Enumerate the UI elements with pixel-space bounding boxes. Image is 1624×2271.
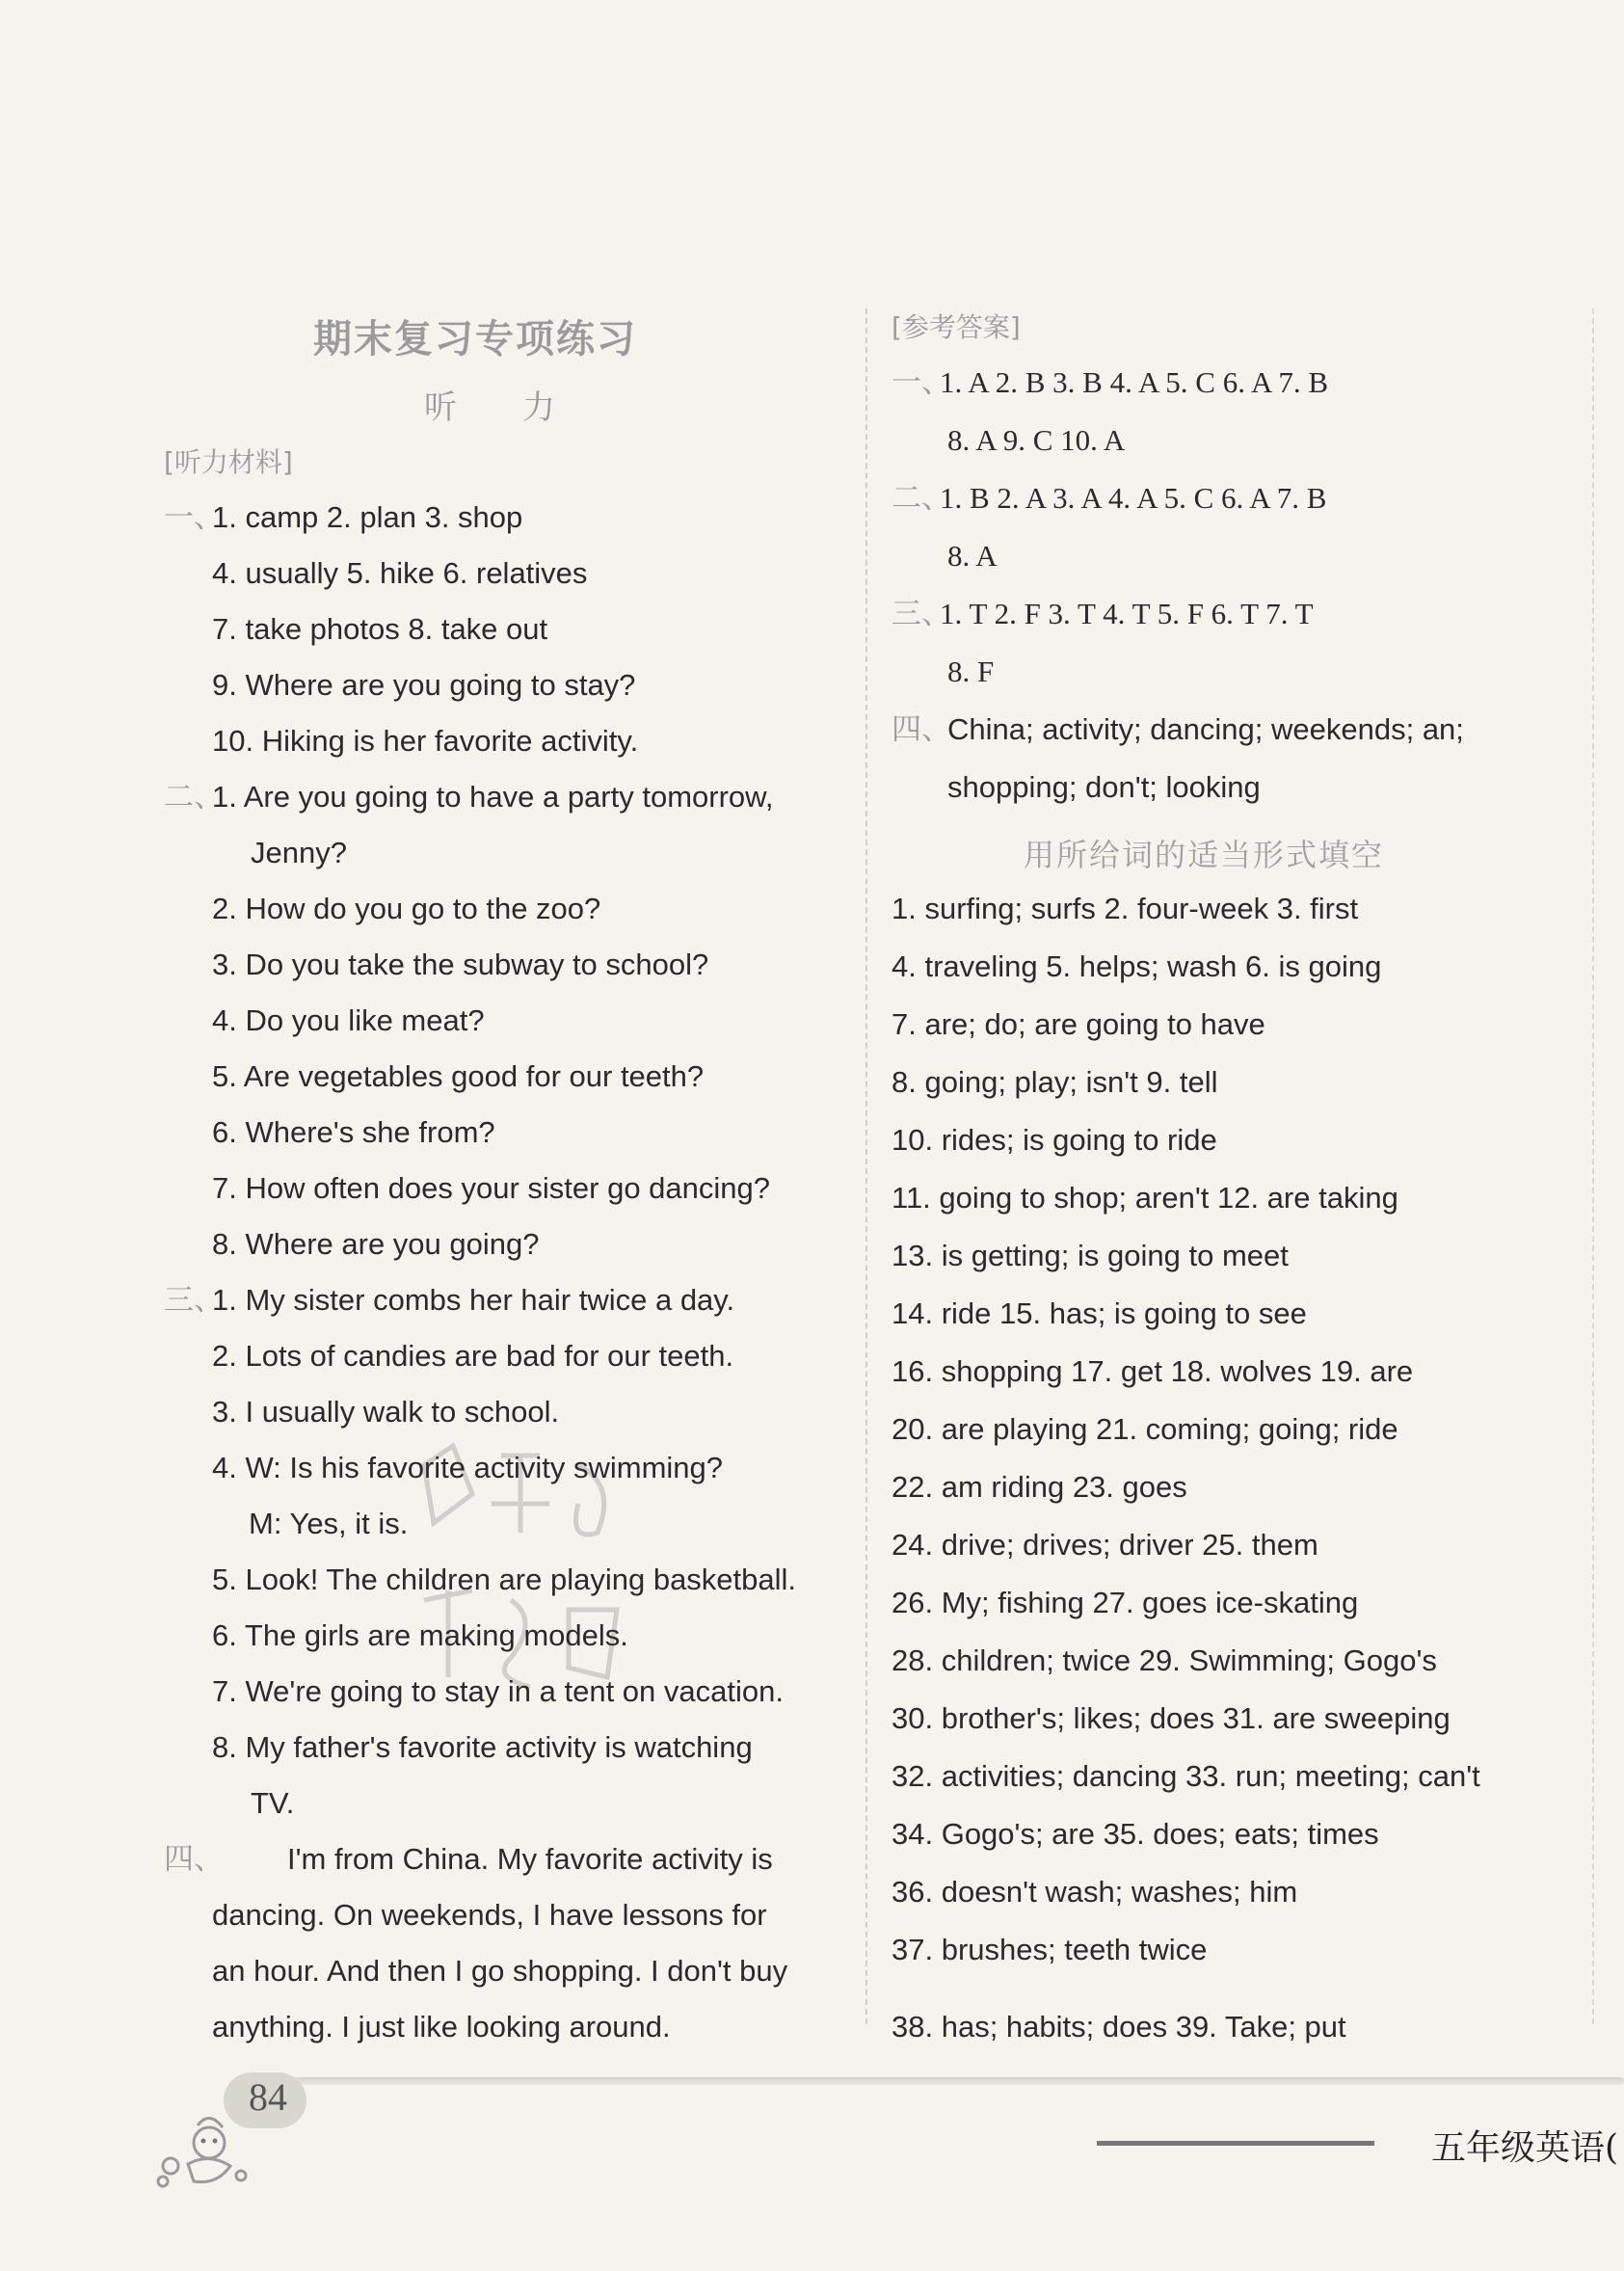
right-margin-rule [1592,308,1594,2024]
answer-mark-3: 三、 [892,597,951,630]
fill-answer: 38. has; habits; does 39. Take; put [892,2010,1346,2044]
page-title: 期末复习专项练习 [313,317,637,361]
listen-item: TV. [251,1786,295,1820]
passage-line: dancing. On weekends, I have lessons for [212,1898,767,1932]
listen-item: 5. Look! The children are playing basketball. [212,1563,797,1596]
fill-answer: 13. is getting; is going to meet [892,1239,1289,1272]
fill-answer: 22. am riding 23. goes [892,1470,1187,1504]
answer-line: 8. A [947,539,998,573]
listen-item: 4. W: Is his favorite activity swimming? [212,1451,724,1484]
answer-line: 1. A 2. B 3. B 4. A 5. C 6. A 7. B [940,365,1329,399]
fill-answer: 10. rides; is going to ride [892,1123,1217,1157]
fill-answer: 28. children; twice 29. Swimming; Gogo's [892,1643,1437,1677]
fill-answer: 16. shopping 17. get 18. wolves 19. are [892,1354,1414,1388]
page-number: 84 [249,2075,287,2119]
listen-item: 6. The girls are making models. [212,1618,628,1652]
listen-item: 5. Are vegetables good for our teeth? [212,1059,705,1093]
footer-band [289,2077,1624,2085]
listen-item: 4. Do you like meat? [212,1003,485,1037]
passage-line: an hour. And then I go shopping. I don't buy [212,1954,788,1988]
fill-answer: 11. going to shop; aren't 12. are taking [892,1181,1398,1215]
answer-line: 8. A 9. C 10. A [947,423,1126,457]
listen-item: 2. How do you go to the zoo? [212,892,601,925]
fill-section-title: 用所给词的适当形式填空 [1024,837,1385,873]
fill-answer: 37. brushes; teeth twice [892,1933,1208,1966]
answer-mark-1: 一、 [892,365,951,399]
answer-mark-4: 四、 [892,712,951,746]
fill-answer: 34. Gogo's; are 35. does; eats; times [892,1817,1379,1851]
fill-answer: 30. brother's; likes; does 31. are sweeping [892,1701,1451,1735]
section-mark-2: 二、 [164,780,224,814]
answer-line: 1. B 2. A 3. A 4. A 5. C 6. A 7. B [940,481,1327,515]
fill-answer: 4. traveling 5. helps; wash 6. is going [892,949,1382,983]
mascot-icon [149,2106,255,2193]
answer-line: 8. F [947,655,995,688]
listen-item: 1. camp 2. plan 3. shop [212,500,523,534]
listen-item: 8. Where are you going? [212,1227,540,1261]
listen-item: 9. Where are you going to stay? [212,668,636,702]
answer-mark-2: 二、 [892,481,951,515]
fill-answer: 32. activities; dancing 33. run; meeting; can't [892,1759,1480,1793]
answer-line: 1. T 2. F 3. T 4. T 5. F 6. T 7. T [940,597,1314,630]
listen-item: 7. How often does your sister go dancing? [212,1171,771,1205]
passage-line: I'm from China. My favorite activity is [287,1842,773,1876]
column-divider [865,308,867,2024]
listen-item: Jenny? [251,836,347,869]
listen-item: 2. Lots of candies are bad for our teeth. [212,1339,734,1373]
listen-item: 7. take photos 8. take out [212,612,548,646]
listen-item: 4. usually 5. hike 6. relatives [212,556,588,590]
book-label: 五年级英语( [1431,2128,1619,2168]
fill-answer: 7. are; do; are going to have [892,1007,1265,1041]
listen-item: 7. We're going to stay in a tent on vacation. [212,1674,784,1708]
listen-item: M: Yes, it is. [249,1507,409,1540]
answer-line: shopping; don't; looking [947,770,1261,804]
listen-item: 3. Do you take the subway to school? [212,948,709,981]
listen-item: 1. My sister combs her hair twice a day. [212,1283,735,1317]
section-subtitle: 听 力 [424,388,555,427]
listen-item: 3. I usually walk to school. [212,1395,560,1429]
section-mark-1: 一、 [164,500,224,534]
answer-line: China; activity; dancing; weekends; an; [947,712,1464,746]
fill-answer: 1. surfing; surfs 2. four-week 3. first [892,892,1359,925]
section-mark-3: 三、 [164,1283,224,1317]
fill-answer: 14. ride 15. has; is going to see [892,1296,1307,1330]
listen-item: 10. Hiking is her favorite activity. [212,724,639,758]
section-mark-4: 四、 [164,1842,224,1876]
fill-answer: 36. doesn't wash; washes; him [892,1875,1298,1909]
fill-answer: 26. My; fishing 27. goes ice-skating [892,1586,1359,1619]
fill-answer: 24. drive; drives; driver 25. them [892,1528,1318,1562]
listen-item: 1. Are you going to have a party tomorrow, [212,780,774,814]
listen-item: 6. Where's she from? [212,1115,495,1149]
footer-rule [1097,2141,1374,2146]
listen-item: 8. My father's favorite activity is watching [212,1730,753,1764]
fill-answer: 20. are playing 21. coming; going; ride [892,1412,1398,1446]
materials-label: [听力材料] [164,446,293,478]
fill-answer: 8. going; play; isn't 9. tell [892,1065,1218,1099]
passage-line: anything. I just like looking around. [212,2010,671,2044]
answers-label: [参考答案] [892,311,1021,343]
